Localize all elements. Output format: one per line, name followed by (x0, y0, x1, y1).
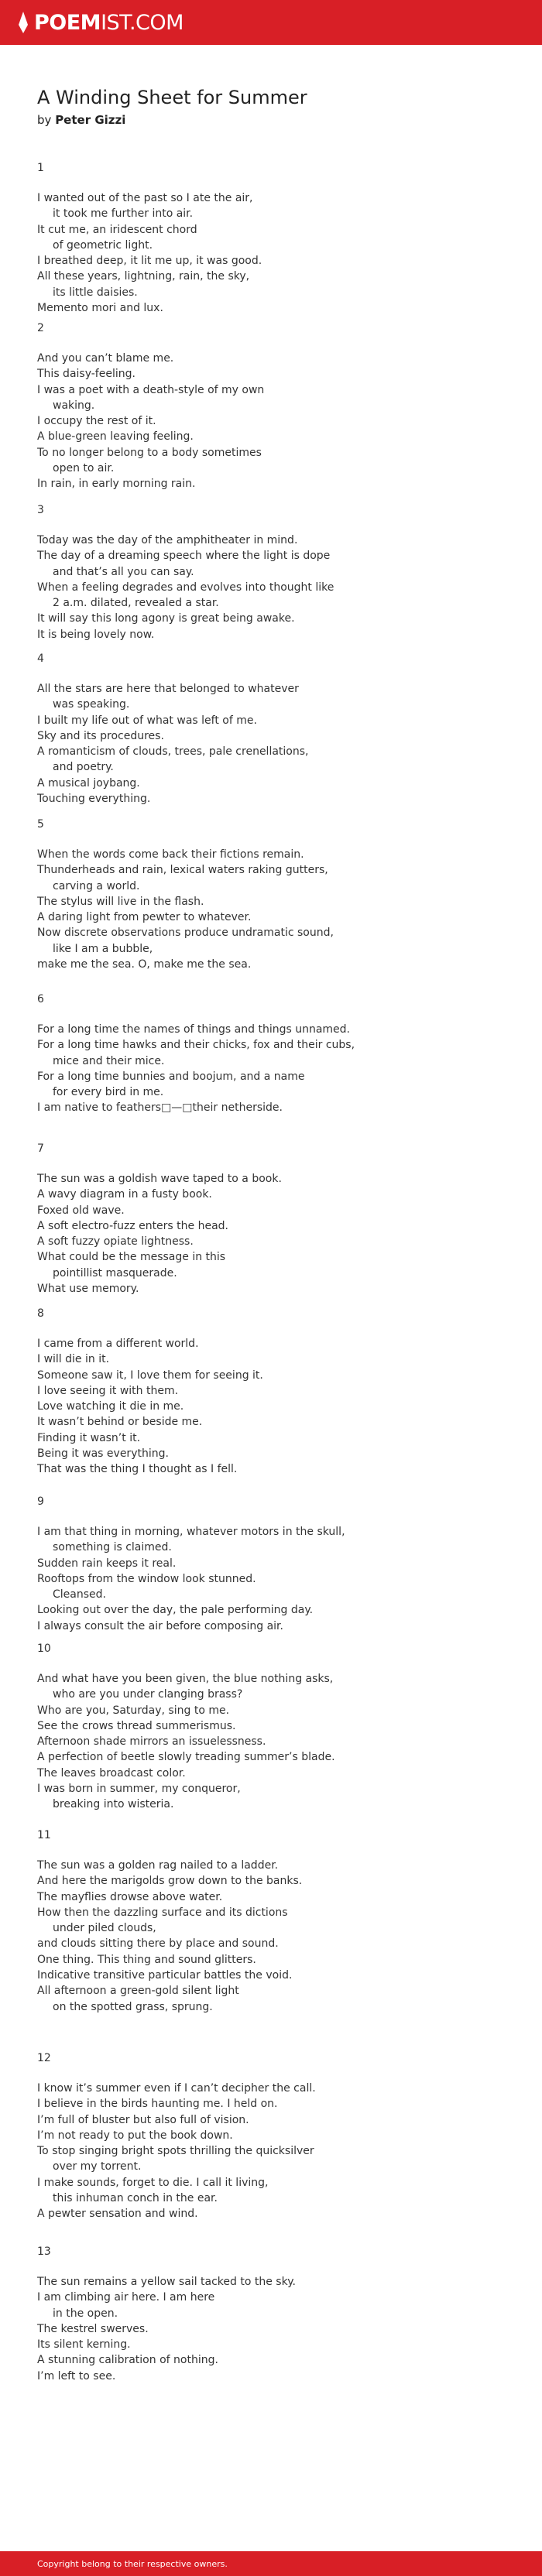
poem-line: and that’s all you can say. (53, 565, 194, 578)
poem-line: carving a world. (53, 879, 140, 892)
poem-line: For a long time bunnies and boojum, and a name (37, 1070, 305, 1083)
section-number: 8 (37, 1307, 44, 1320)
poem-line: I came from a different world. (37, 1338, 199, 1350)
poem-line: open to air. (53, 462, 115, 474)
poem-line: Now discrete observations produce undramatic sound, (37, 927, 334, 940)
poem-line: mice and their mice. (53, 1054, 165, 1067)
poem-line: Sky and its procedures. (37, 729, 164, 742)
poem-line: All afternoon a green-gold silent light (37, 1985, 239, 1998)
poem-line: this inhuman conch in the ear. (53, 2192, 218, 2204)
poem-line: A blue-green leaving feeling. (37, 430, 194, 444)
poem-line: All these years, lightning, rain, the sky, (37, 270, 250, 283)
poem-line: The sun remains a yellow sail tacked to the sky. (37, 2276, 296, 2288)
poem-line: I’m left to see. (37, 2369, 116, 2382)
poem-line: A daring light from pewter to whatever. (37, 911, 252, 924)
poem-line: It wasn’t behind or beside me. (37, 1416, 203, 1429)
poem-line: What use memory. (37, 1283, 139, 1295)
poem-line: of geometric light. (53, 238, 153, 252)
poem-line: Memento mori and lux. (37, 302, 163, 314)
poem-title: A Winding Sheet for Summer (37, 87, 307, 108)
poem-line: who are you under clanging brass? (53, 1688, 243, 1701)
poem-line: I know it’s summer even if I can’t decipher the call. (37, 2082, 316, 2095)
poem-line: Finding it wasn’t it. (37, 1431, 141, 1444)
poem-line: I occupy the rest of it. (37, 415, 156, 428)
poem-line: Rooftops from the window look stunned. (37, 1572, 256, 1585)
poem-line: Thunderheads and rain, lexical waters raking gutters, (37, 864, 328, 877)
section-number: 4 (37, 653, 44, 665)
poem-line: over my torrent. (53, 2160, 142, 2174)
poem-line: under piled clouds, (53, 1922, 156, 1935)
poem-line: For a long time hawks and their chicks, fox and their cubs, (37, 1039, 355, 1052)
poem-line: A soft fuzzy opiate lightness. (37, 1235, 194, 1249)
site-footer (0, 2551, 542, 2576)
poem-line: breaking into wisteria. (53, 1798, 174, 1811)
poem-line: To stop singing bright spots thrilling the quicksilver (37, 2145, 314, 2158)
section-number: 2 (37, 322, 44, 334)
poem-line: for every bird in me. (53, 1086, 164, 1099)
poem-line: How then the dazzling surface and its dictions (37, 1906, 288, 1919)
brand-name-light: IST.COM (101, 10, 184, 35)
poem-line: I am native to feathers□—□their netherside. (37, 1101, 283, 1115)
poem-line: Cleansed. (53, 1588, 106, 1601)
poem-line: waking. (53, 399, 95, 412)
poem-line: 2 a.m. dilated, revealed a star. (53, 597, 219, 610)
poem-line: I make sounds, forget to die. I call it living, (37, 2176, 269, 2189)
brand-name-bold: POEM (34, 10, 101, 35)
section-number: 3 (37, 504, 44, 516)
section-number: 7 (37, 1142, 44, 1155)
poem-line: Foxed old wave. (37, 1204, 125, 1217)
poem-line: When a feeling degrades and evolves into thought like (37, 581, 334, 594)
poem-line: I was born in summer, my conqueror, (37, 1783, 241, 1795)
poem-line: The mayflies drowse above water. (37, 1890, 223, 1903)
poem-line: For a long time the names of things and things unnamed. (37, 1023, 351, 1036)
poem-line: Its silent kerning. (37, 2338, 131, 2352)
poem-line: Sudden rain keeps it real. (37, 1557, 177, 1570)
poem-line: And here the marigolds grow down to the banks. (37, 1875, 303, 1888)
poem-line: on the spotted grass, sprung. (53, 2000, 213, 2013)
poem-line: All the stars are here that belonged to whatever (37, 683, 299, 695)
poem-line: The leaves broadcast color. (37, 1766, 186, 1780)
poem-line: It will say this long agony is great being awake. (37, 612, 295, 625)
poem-line: And you can’t blame me. (37, 352, 174, 365)
poem-line: make me the sea. O, make me the sea. (37, 958, 252, 971)
poem-line: I built my life out of what was left of me. (37, 714, 257, 727)
poem-line: I love seeing it with them. (37, 1384, 179, 1397)
poem-line: A perfection of beetle slowly treading summer’s blade. (37, 1751, 335, 1764)
poem-line: I wanted out of the past so I ate the air, (37, 192, 253, 204)
poem-byline (37, 113, 125, 127)
poem-line: pointillist masquerade. (53, 1266, 177, 1279)
poem-line: I believe in the birds haunting me. I held on. (37, 2098, 278, 2111)
poem-line: its little daisies. (53, 286, 138, 299)
section-number: 9 (37, 1495, 44, 1508)
poem-line: in the open. (53, 2307, 118, 2320)
poem-line: I breathed deep, it lit me up, it was good. (37, 255, 262, 268)
poem-line: A romanticism of clouds, trees, pale crenellations, (37, 745, 309, 759)
poem-line: A musical joybang. (37, 776, 140, 790)
poem-line: Who are you, Saturday, sing to me. (37, 1704, 230, 1717)
poem-line: it took me further into air. (53, 207, 194, 221)
poem-line: What could be the message in this (37, 1251, 226, 1264)
poem-line: See the crows thread summerismus. (37, 1719, 236, 1732)
poem-line: Looking out over the day, the pale performing day. (37, 1604, 314, 1617)
poem-line: and poetry. (53, 761, 114, 774)
poem-line: I am that thing in morning, whatever motors in the skull, (37, 1526, 345, 1538)
site-header (0, 0, 542, 45)
poem-line: In rain, in early morning rain. (37, 478, 196, 491)
poem-line: I was a poet with a death-style of my own (37, 383, 265, 396)
poem-line: The sun was a golden rag nailed to a ladder. (37, 1859, 279, 1872)
poem-line: and clouds sitting there by place and sound. (37, 1937, 279, 1951)
section-number: 10 (37, 1643, 51, 1655)
poem-line: something is claimed. (53, 1541, 172, 1554)
poem-line: The day of a dreaming speech where the light is dope (37, 550, 331, 563)
poem-line: It cut me, an iridescent chord (37, 223, 197, 236)
poem-line: Being it was everything. (37, 1447, 169, 1460)
byline-prefix: by (37, 113, 52, 127)
poem-line: It is being lovely now. (37, 628, 155, 641)
site-logo[interactable] (17, 11, 184, 35)
poem-line: like I am a bubble, (53, 942, 153, 955)
poem-line: Indicative transitive particular battles the void. (37, 1969, 293, 1982)
poem-line: A stunning calibration of nothing. (37, 2354, 218, 2367)
section-number: 11 (37, 1829, 51, 1841)
poem-line: The kestrel swerves. (37, 2322, 149, 2335)
poem-line: A soft electro-fuzz enters the head. (37, 1219, 229, 1232)
section-number: 1 (37, 162, 44, 174)
poem-line: Today was the day of the amphitheater in mind. (37, 534, 298, 546)
poem-line: This daisy-feeling. (37, 368, 136, 381)
poem-line: That was the thing I thought as I fell. (37, 1463, 238, 1476)
poem-line: Afternoon shade mirrors an issuelessness. (37, 1735, 266, 1749)
poem-line: To no longer belong to a body sometimes (37, 446, 262, 459)
poem-line: Someone saw it, I love them for seeing it. (37, 1368, 263, 1382)
poem-line: A wavy diagram in a fusty book. (37, 1188, 212, 1201)
poem-line: A pewter sensation and wind. (37, 2208, 198, 2221)
copyright-text: Copyright belong to their respective owners. (37, 2558, 228, 2569)
section-number: 13 (37, 2245, 51, 2258)
poem-line: I’m full of bluster but also full of vision. (37, 2113, 249, 2126)
poem-line: I will die in it. (37, 1353, 110, 1366)
poem-line: The sun was a goldish wave taped to a book. (37, 1173, 282, 1185)
author-name[interactable]: Peter Gizzi (55, 113, 126, 127)
poem-line: One thing. This thing and sound glitters. (37, 1953, 256, 1966)
poem-line: I am climbing air here. I am here (37, 2291, 215, 2304)
poem-line: I’m not ready to put the book down. (37, 2129, 233, 2142)
poem-line: And what have you been given, the blue nothing asks, (37, 1673, 334, 1685)
poem-line: I always consult the air before composing air. (37, 1619, 283, 1632)
quill-icon (17, 11, 29, 34)
poem-line: was speaking. (53, 698, 130, 711)
poem-line: The stylus will live in the flash. (37, 895, 204, 908)
poem-line: When the words come back their fictions remain. (37, 848, 304, 861)
section-number: 5 (37, 818, 44, 831)
poem-line: Love watching it die in me. (37, 1400, 184, 1413)
section-number: 12 (37, 2052, 51, 2064)
poem-line: Touching everything. (37, 793, 151, 805)
section-number: 6 (37, 993, 44, 1005)
